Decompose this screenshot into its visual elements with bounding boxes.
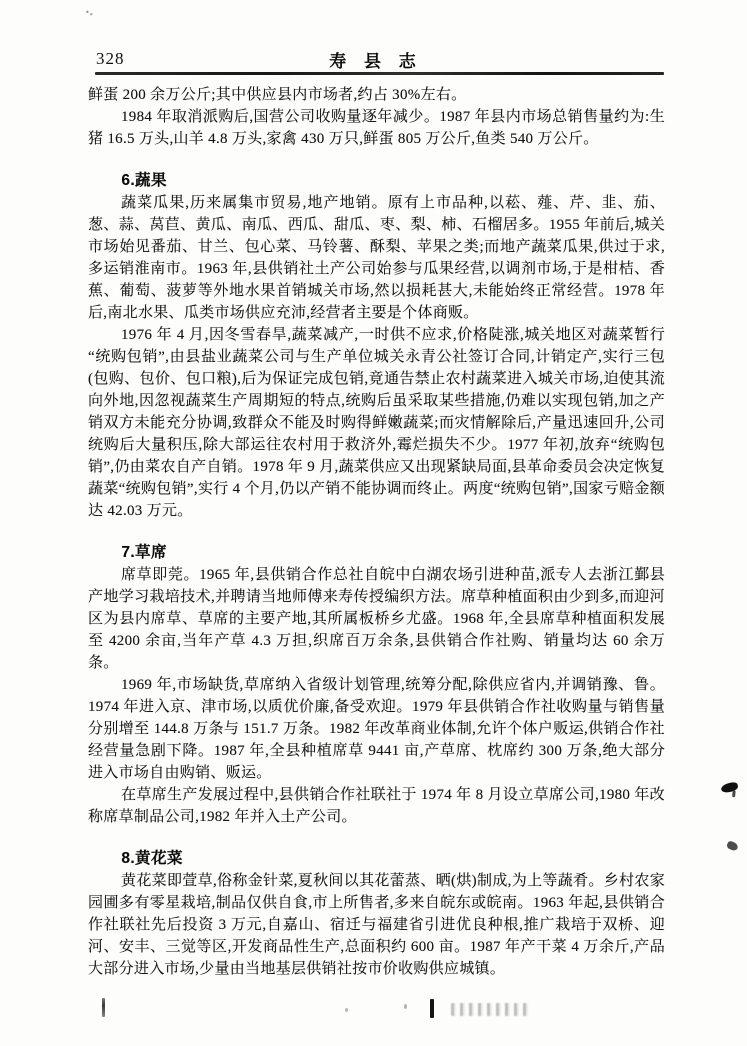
paragraph: 1969 年,市场缺货,草席纳入省级计划管理,统筹分配,除供应省内,并调销豫、鲁。1974 年进入京、津市场,以质优价廉,备受欢迎。1979 年县供销合作社收购量与销售量分别增至 144.8 万条与 151.7 万条。1982 年改革商业体制,允许个体户贩运,供销合作社经营量急剧下降。1987 年,全县种植席草 9441 亩,产草席、枕席约 300 万条,绝大部分进入市场自由购销、贩运。 bbox=[88, 677, 665, 781]
paragraph: 1984 年取消派购后,国营公司收购量逐年减少。1987 年县内市场总销售量约为:生猪 16.5 万头,山羊 4.8 万头,家禽 430 万只,鲜蛋 805 万公斤,鱼类 540 万公斤。 bbox=[88, 109, 665, 147]
paragraph: 1976 年 4 月,因冬雪春旱,蔬菜减产,一时供不应求,价格陡涨,城关地区对蔬菜暂行“统购包销”,由县盐业蔬菜公司与生产单位城关永青公社签订合同,计销定产,实行三包(包购、包价、包口粮),后为保证完成包销,竟通告禁止农村蔬菜进入城关市场,迫使其流向外地,因忽视蔬菜生产周期短的特点,统购后虽采取某些措施,仍难以实现包销,加之产销双方未能充分协调,致群众不能及时购得鲜嫩蔬菜;而灾情解除后,产量迅速回升,公司统购后大量积压,除大部运往农村用于救济外,霉烂损失不少。1977 年初,放弃“统购包销”,仍由菜农自产自销。1978 年 9 月,蔬菜供应又出现紧缺局面,县革命委员会决定恢复蔬菜“统购包销”,实行 4 个月,仍以产销不能协调而终止。两度“统购包销”,国家亏赔金额达 42.03 万元。 bbox=[88, 327, 665, 519]
paragraph: 黄花菜即萱草,俗称金针菜,夏秋间以其花蕾蒸、晒(烘)制成,为上等蔬肴。乡村农家园圃多有零星栽培,制品仅供自食,市上所售者,多来自皖东或皖南。1963 年起,县供销合作社联社先后投资 3 万元,自嘉山、宿迁与福建省引进优良种根,推广栽培于双桥、迎河、安丰、三觉等区,开发商品性生产,总面积约 600 亩。1987 年产干菜 4 万余斤,产品大部分进入市场,少量由当地基层供销社按市价收购供应城镇。 bbox=[88, 873, 665, 977]
paragraph: 鲜蛋 200 余万公斤;其中供应县内市场者,约占 30%左右。 bbox=[88, 87, 467, 103]
section-heading: 6.蔬果 bbox=[121, 172, 167, 189]
scan-artifact-bottom-dot bbox=[345, 1008, 348, 1012]
document-body bbox=[88, 84, 665, 980]
page-number: 328 bbox=[96, 49, 125, 68]
header-rule bbox=[95, 72, 664, 75]
scan-artifact-bottom-smudge bbox=[451, 1003, 531, 1016]
scan-artifact-bottom-dot bbox=[404, 1004, 407, 1009]
scan-artifact-right-ink-blob-small bbox=[726, 840, 739, 852]
scan-artifact-right-ink-blob bbox=[720, 781, 738, 793]
scan-artifact-top-left-speck bbox=[86, 10, 93, 16]
section-heading: 7.草席 bbox=[121, 544, 167, 561]
paragraph: 蔬菜瓜果,历来属集市贸易,地产地销。原有上市品种,以菘、薤、芹、韭、茄、葱、蒜、莴苣、黄瓜、南瓜、西瓜、甜瓜、枣、梨、柿、石榴居多。1955 年前后,城关市场始见番茄、甘兰、包心菜、马铃薯、酥梨、苹果之类;而地产蔬菜瓜果,供过于求,多运销淮南市。1963 年,县供销社土产公司始参与瓜果经营,以调剂市场,于是柑桔、香蕉、葡萄、菠萝等外地水果首销城关市场,然以损耗甚大,未能始终正常经营。1978 年后,南北水果、瓜类市场供应充沛,经营者主要是个体商贩。 bbox=[88, 195, 665, 321]
section-heading: 8.黄花菜 bbox=[121, 850, 183, 867]
page-title: 寿 县 志 bbox=[329, 52, 418, 71]
scan-artifact-bottom-bar bbox=[430, 999, 434, 1018]
scan-artifact-bottom-left-tick bbox=[102, 998, 105, 1017]
paragraph: 席草即莞。1965 年,县供销合作总社自皖中白湖农场引进种苗,派专人去浙江鄞县产地学习栽培技术,并聘请当地师傅来寿传授编织方法。席草种植面积由少到多,而迎河区为县内席草、草席的主要产地,其所属板桥乡尤盛。1968 年,全县席草种植面积发展至 4200 余亩,当年产草 4.3 万担,织席百万余条,县供销合作社购、销量均达 60 余万条。 bbox=[88, 567, 665, 671]
paragraph: 在草席生产发展过程中,县供销合作社联社于 1974 年 8 月设立草席公司,1980 年改称席草制品公司,1982 年并入土产公司。 bbox=[88, 787, 665, 825]
